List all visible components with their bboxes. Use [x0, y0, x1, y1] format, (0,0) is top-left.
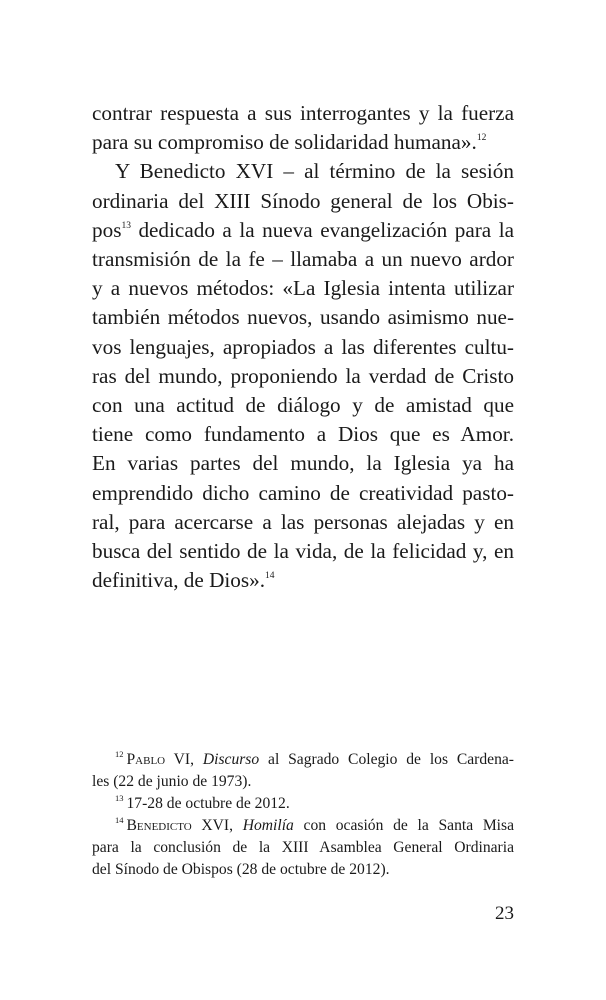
footnote-author: Benedicto XVI	[126, 817, 230, 834]
footnote-number: 13	[115, 793, 124, 803]
text-line: Y Benedicto XVI – al término de la sesión	[115, 159, 514, 184]
footnote-separator: ,	[190, 751, 203, 768]
footnote-ref-14: 14	[265, 571, 275, 582]
text-line-content: definitiva, de Dios».	[92, 568, 265, 593]
text-line: emprendido dicho camino de creatividad pasto-	[92, 480, 514, 505]
text-line: ras del mundo, proponiendo la verdad de Cristo	[92, 363, 514, 388]
text-fragment: pos	[92, 217, 122, 242]
text-line: busca del sentido de la vida, de la felicidad y, en	[92, 539, 514, 564]
footnote-line: para la conclusión de la XIII Asamblea General Ordinaria	[92, 839, 514, 856]
text-line: transmisión de la fe – llamaba a un nuevo ardor	[92, 247, 514, 272]
text-line	[92, 566, 514, 595]
footnote-line	[92, 749, 514, 771]
paragraph-1	[92, 99, 514, 157]
footnote-number: 12	[115, 749, 124, 759]
page-number: 23	[495, 903, 514, 924]
text-line: con una actitud de diálogo y de amistad que	[92, 393, 514, 418]
footnote-line: del Sínodo de Obispos (28 de octubre de 2012).	[92, 861, 390, 878]
text-line: contrar respuesta a sus interrogantes y la fuerza	[92, 101, 514, 125]
footnote-14	[92, 815, 514, 881]
footnote-line	[92, 793, 514, 815]
footnote-13	[92, 793, 514, 815]
text-line: En varias partes del mundo, la Iglesia ya ha	[92, 451, 514, 476]
footnote-work: Homilía	[242, 817, 294, 834]
footnote-text: con ocasión de la Santa Misa	[293, 817, 515, 834]
text-line	[92, 216, 514, 245]
text-line: ordinaria del XIII Sínodo general de los Obis-	[92, 188, 514, 213]
text-line: vos lenguajes, apropiados a las diferentes cultu-	[92, 334, 514, 359]
paragraph-2	[92, 157, 514, 595]
footnote-work: Discurso	[202, 751, 260, 768]
footnote-12	[92, 749, 514, 793]
text-line: ral, para acercarse a las personas alejadas y en	[92, 509, 514, 534]
footnote-text: 17-28 de octubre de 2012.	[126, 795, 290, 812]
footnote-separator: ,	[229, 817, 243, 834]
text-fragment: dedicado a la nueva evangelización para la	[130, 217, 514, 242]
text-line: tiene como fundamento a Dios que es Amor.	[92, 422, 514, 447]
body-text	[92, 99, 514, 595]
footnote-line: les (22 de junio de 1973).	[92, 773, 252, 790]
footnote-ref-12: 12	[476, 133, 487, 144]
footnotes	[92, 749, 514, 881]
footnote-text: al Sagrado Colegio de los Cardena-	[259, 751, 514, 768]
footnote-author: Pablo VI	[126, 751, 191, 768]
text-line-content: para su compromiso de solidaridad humana».	[92, 130, 477, 155]
footnote-number: 14	[115, 815, 124, 825]
footnote-ref-13: 13	[121, 220, 131, 231]
text-line: también métodos nuevos, usando asimismo nue-	[92, 305, 514, 330]
text-line: y a nuevos métodos: «La Iglesia intenta utilizar	[92, 276, 514, 301]
footnote-line	[92, 815, 514, 837]
text-line	[92, 128, 514, 157]
